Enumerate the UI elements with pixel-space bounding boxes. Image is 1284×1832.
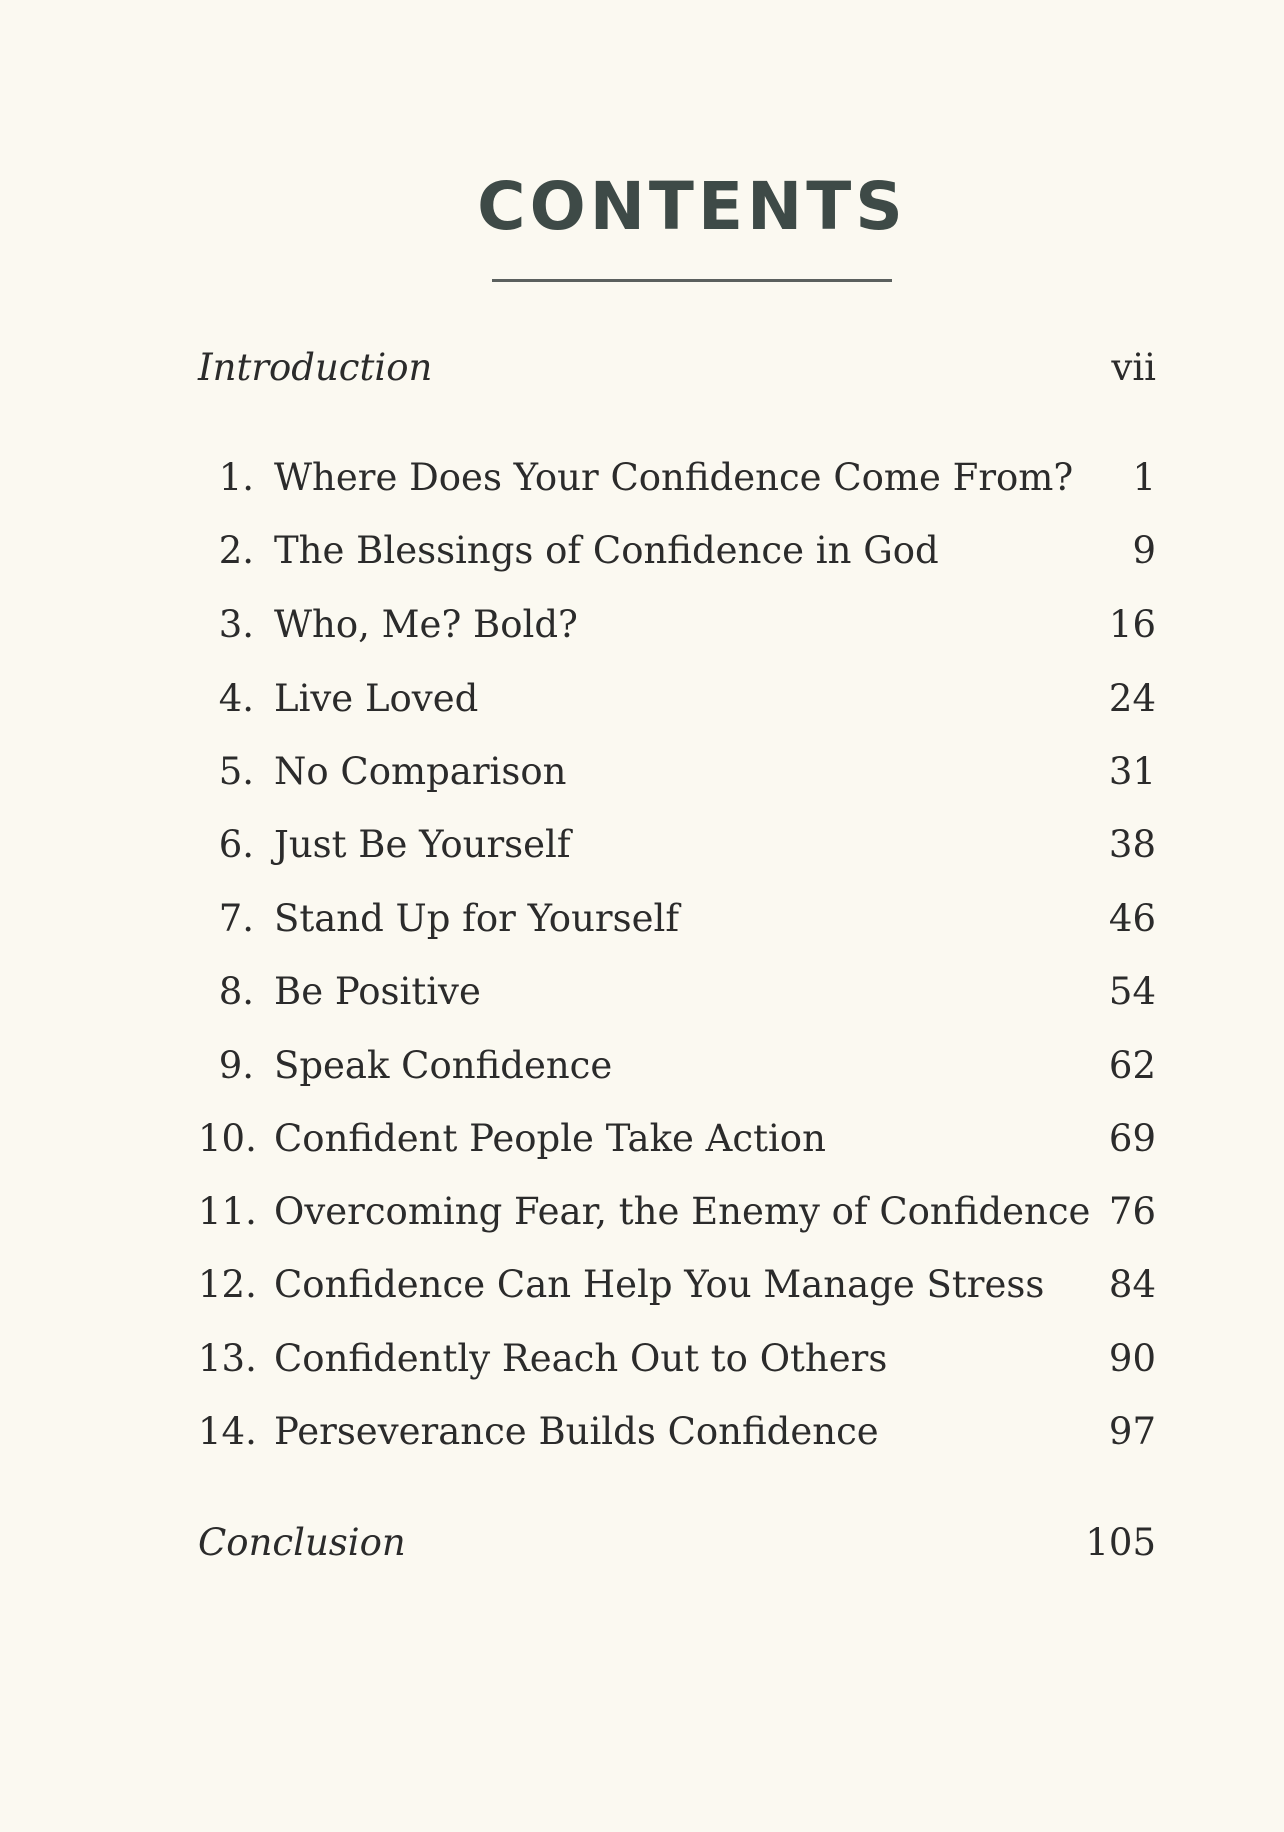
toc-entry-chapter-9 [198,1041,1156,1091]
toc-entry-chapter-7 [198,894,1156,944]
toc-entry-number: 8. [218,970,254,1013]
toc-entry-introduction [198,343,1156,393]
toc-entry-page: 1 [1132,456,1156,499]
toc-entry-title: Perseverance Builds Confidence [274,1410,879,1453]
toc-entry-title: Confident People Take Action [274,1117,826,1160]
toc-entry-chapter-5 [198,747,1156,797]
toc-entry-page: vii [1111,346,1156,389]
toc-entry-page: 105 [1085,1521,1156,1564]
toc-entry-conclusion [198,1518,1156,1568]
toc-entry-number: 5. [218,750,254,793]
toc-entry-number: 7. [218,897,254,940]
toc-entry-title: Introduction [198,346,433,389]
toc-entry-page: 84 [1108,1263,1156,1306]
toc-entry-number: 9. [218,1044,254,1087]
toc-entry-chapter-13 [198,1334,1156,1384]
toc-entry-title: The Blessings of Confidence in God [274,529,939,572]
toc-entry-chapter-11 [198,1187,1156,1237]
toc-entry-chapter-10 [198,1114,1156,1164]
toc-entry-number: 1. [218,456,254,499]
toc-entry-page: 31 [1108,750,1156,793]
toc-entry-page: 76 [1108,1190,1156,1233]
toc-entry-page: 54 [1108,970,1156,1013]
toc-entry-page: 24 [1108,677,1156,720]
toc-entry-title: Where Does Your Confidence Come From? [274,456,1074,499]
toc-entry-page: 62 [1108,1044,1156,1087]
toc-entry-page: 90 [1108,1337,1156,1380]
toc-entry-page: 16 [1108,603,1156,646]
toc-entry-page: 38 [1108,823,1156,866]
toc-entry-title: Overcoming Fear, the Enemy of Confidence [274,1190,1091,1233]
toc-entry-chapter-4 [198,674,1156,724]
toc-entry-title: Be Positive [274,970,481,1013]
toc-entry-number: 13. [198,1337,257,1380]
toc-entry-page: 9 [1132,529,1156,572]
toc-entry-chapter-3 [198,600,1156,650]
toc-entry-number: 6. [218,823,254,866]
toc-entry-title: Speak Confidence [274,1044,613,1087]
toc-entry-number: 3. [218,603,254,646]
toc-entry-title: Just Be Yourself [274,823,571,866]
toc-entry-chapter-8 [198,967,1156,1017]
toc-entry-page: 69 [1108,1117,1156,1160]
toc-entry-page: 46 [1108,897,1156,940]
toc-entry-number: 14. [198,1410,257,1453]
toc-entry-number: 4. [218,677,254,720]
toc-entry-number: 11. [198,1190,257,1233]
toc-entry-title: Who, Me? Bold? [274,603,578,646]
toc-entry-title: No Comparison [274,750,567,793]
toc-entry-page: 97 [1108,1410,1156,1453]
title-underline [492,279,892,282]
toc-entry-number: 12. [198,1263,257,1306]
toc-entry-chapter-6 [198,820,1156,870]
toc-entry-title: Stand Up for Yourself [274,897,680,940]
toc-entry-chapter-1 [198,453,1156,503]
toc-entry-chapter-2 [198,526,1156,576]
page-title: CONTENTS [477,168,907,245]
toc-entry-chapter-12 [198,1260,1156,1310]
toc-entry-number: 2. [218,529,254,572]
toc-entry-title: Conclusion [198,1521,406,1564]
toc-entry-title: Confidently Reach Out to Others [274,1337,888,1380]
toc-entry-title: Live Loved [274,677,479,720]
toc-entry-number: 10. [198,1117,257,1160]
toc-entry-title: Confidence Can Help You Manage Stress [274,1263,1045,1306]
toc-entry-chapter-14 [198,1407,1156,1457]
